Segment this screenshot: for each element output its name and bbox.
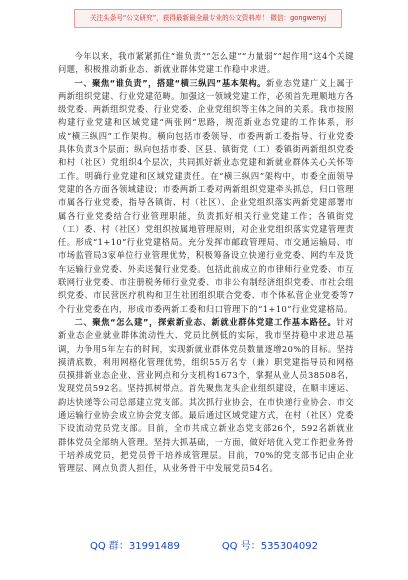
- section-1-heading: 一、聚焦“谁负责”，搭建“横三纵四”基本架构。: [74, 77, 266, 88]
- section-2-heading: 二、聚焦“怎么建”，探索新业态、新就业群体党建工作基本路径。: [74, 316, 337, 327]
- section-1-paragraph: [58, 77, 354, 316]
- qq-group-number: QQ 群：31991489: [89, 541, 180, 552]
- section-2-text: 针对新业态企业就业群体流动性大、党员比例低的实际，我市坚持稳中求进总基调，力争用5年左右的时间，实现新就业群体党员数量逐增20%的目标。坚持摸清底数，利用网格化管理优势，组织55万名专（兼）职党建指导员和网格员摸排新业态企业、营业网点和分支机构1673个，掌握从业人员38508名，发现党员592名。坚持抓树带点。首先聚焦龙头企业组织建设，在顺丰速运、韵达快递等公司总部建立党支部。其次抓行业协会，在市快递行业协会、市交通运输行业协会成立协会党支部。最后通过区域党建方式，在村（社区）党委下设流动党员党支部。目前，全市共成立新业态党支部26个，592名新就业群体党员全部纳入管理。坚持大抓基础，一方面，做好培优入党工作把业务骨干培养成党员，把党员骨干培养成管理层。目前，70%的党支部书记由企业管理层、网点负责人担任，从业务骨干中发展党员54名。: [58, 316, 354, 474]
- promo-banner: [74, 9, 342, 28]
- promo-banner-text: 关注头条号“公文研究”，获得最新最全最专业的公文资料库！ 微信：gongwenyj: [89, 14, 327, 22]
- section-2-paragraph: [58, 316, 354, 476]
- document-body: [58, 50, 354, 476]
- qq-account-number: QQ 号：535304092: [221, 541, 318, 552]
- contact-footer: [0, 540, 408, 554]
- intro-paragraph: 今年以来，我市紧紧抓住“谁负责”“怎么建”“力量弱”“起作用”这4个关键问题，积极推动新业态、新就业群体党建工作稳中求进。: [58, 51, 354, 75]
- section-1-text: 新业态党建广义上属于两新组织党建、行业党建范畴。加强这一领域党建工作，必须首先理顺地方各级党委、两新组织党委、行业党委、企业党组织等主体之间的关系。我市按照构建行业党建和区域党建“两张网”思路，规范新业态党建的工作体系，形成“横三纵四”工作架构。横向包括市委领导、市委两新工委指导、行业党委具体负责3个层面；纵向包括市委、区县、镇街党（工）委镇街两新组织党委和村（社区）党组织4个层次，共同抓好新业态党建和新就业群体关心关怀等工作。明确行业党建和区域党建责任。在“横三纵四”架构中，市委全面领导党建的各方面各领域建设；市委两新工委对两新组织党建牵头抓总，归口管理市属各行业党委，指导各镇街、村（社区）、企业党组织落实两新党建部署市属各行业党委结合行业管理职能，负责抓好相关行业党建工作；各镇街党（工）委、村（社区）党组织按属地管理原则，对企业党组织落实党建管理责任。形成“1+10”行业党建格局。充分发挥市邮政管理局、市交通运输局、市市场监管局3家单位行业管理优势，积极筹备设立快递行业党委、网约车及货车运输行业党委、外卖送餐行业党委。包括此前成立的市律师行业党委、市互联网行业党委、市注册税务师行业党委、市非公有制经济组织党委、市社会组织党委、市民营医疗机构和卫生社团组织联合党委、市个体私营企业党委等7个行业党委在内，形成市委两新工委和归口管理下的“1+10”行业党建格局。: [58, 77, 354, 314]
